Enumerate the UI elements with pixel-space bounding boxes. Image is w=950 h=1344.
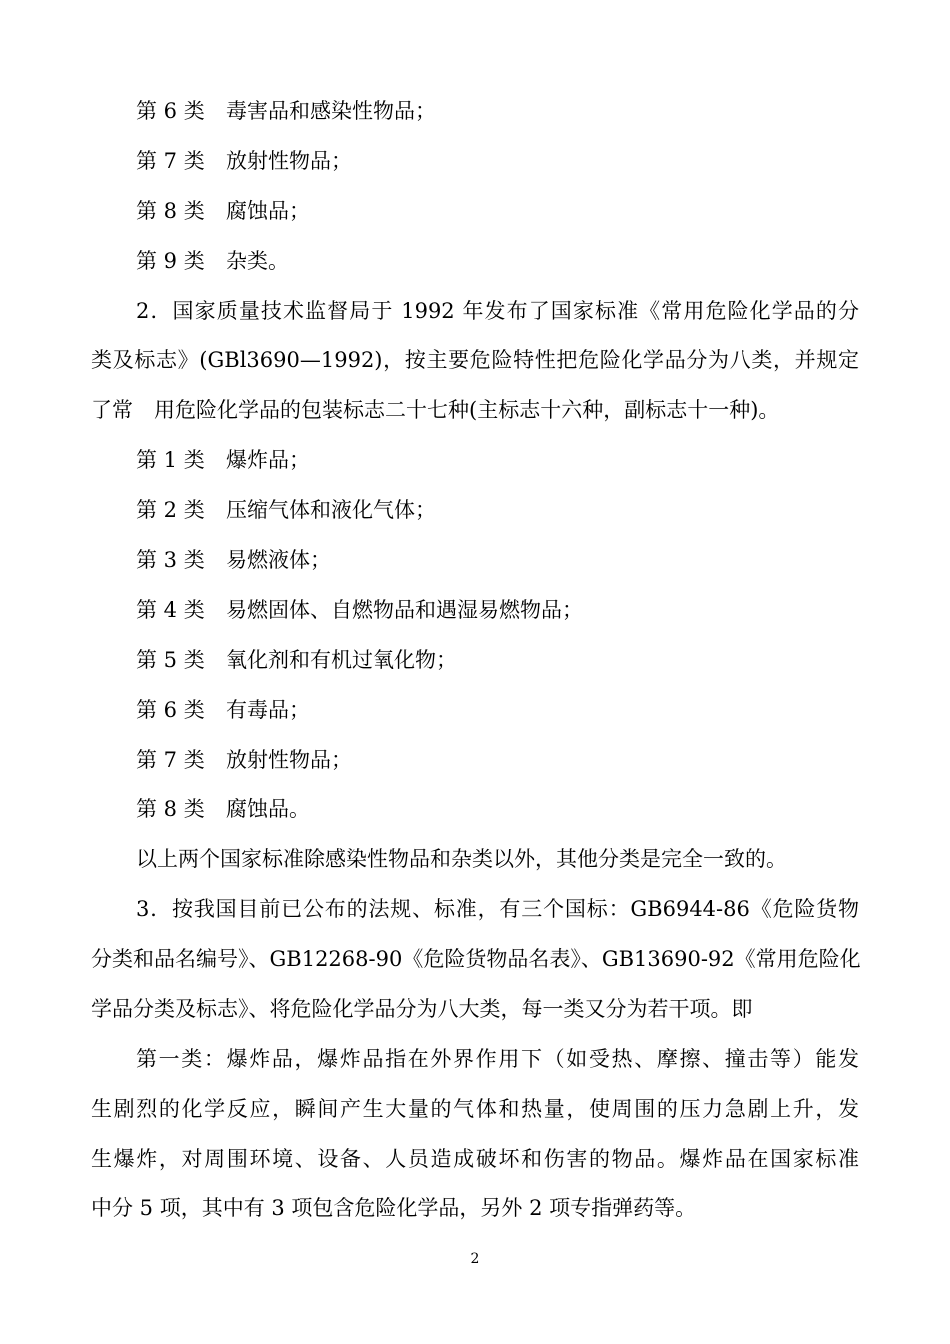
paragraph-text: 中分 5 项，其中有 3 项包含危险化学品，另外 2 项专指弹药等。 bbox=[91, 1196, 697, 1220]
paragraph-text: 以上两个国家标准除感染性物品和杂类以外，其他分类是完全一致的。 bbox=[136, 847, 787, 871]
paragraph-text: 类及标志》(GBl3690—1992)，按主要危险特性把危险化学品分为八类，并规定 bbox=[91, 348, 859, 372]
category-line bbox=[136, 546, 904, 574]
paragraph-line bbox=[91, 1145, 859, 1173]
category-line bbox=[136, 795, 904, 823]
paragraph-line bbox=[91, 1194, 859, 1222]
category-label: 第 7 类 bbox=[136, 748, 205, 772]
category-label: 第 6 类 bbox=[136, 698, 205, 722]
category-label: 第 2 类 bbox=[136, 498, 205, 522]
paragraph-line bbox=[91, 396, 859, 424]
category-text: 腐蚀品； bbox=[226, 199, 310, 223]
category-line bbox=[136, 496, 904, 524]
category-text: 杂类。 bbox=[226, 249, 289, 273]
category-label: 第 9 类 bbox=[136, 249, 205, 273]
category-line bbox=[136, 746, 904, 774]
category-text: 放射性物品； bbox=[226, 149, 352, 173]
paragraph-text: 生爆炸，对周围环境、设备、人员造成破坏和伤害的物品。爆炸品在国家标准 bbox=[91, 1147, 859, 1171]
category-text: 氧化剂和有机过氧化物； bbox=[226, 648, 457, 672]
category-label: 第 3 类 bbox=[136, 548, 205, 572]
category-text: 压缩气体和液化气体； bbox=[226, 498, 436, 522]
category-line bbox=[136, 97, 904, 125]
category-label: 第 8 类 bbox=[136, 797, 205, 821]
category-line bbox=[136, 596, 904, 624]
category-line bbox=[136, 646, 904, 674]
paragraph-line bbox=[136, 297, 859, 325]
category-text: 易燃液体； bbox=[226, 548, 331, 572]
paragraph-line bbox=[136, 1045, 859, 1073]
category-label: 第 5 类 bbox=[136, 648, 205, 672]
paragraph-line bbox=[91, 945, 859, 973]
category-line bbox=[136, 696, 904, 724]
category-line bbox=[136, 446, 904, 474]
category-label: 第 1 类 bbox=[136, 448, 205, 472]
category-text: 腐蚀品。 bbox=[226, 797, 310, 821]
paragraph-text: 学品分类及标志》、将危险化学品分为八大类，每一类又分为若干项。即 bbox=[91, 997, 753, 1021]
category-text: 爆炸品； bbox=[226, 448, 310, 472]
category-line bbox=[136, 247, 904, 275]
paragraph-line bbox=[136, 845, 904, 873]
category-text: 毒害品和感染性物品； bbox=[226, 99, 436, 123]
paragraph-text: 3．按我国目前已公布的法规、标准，有三个国标：GB6944-86《危险货物 bbox=[136, 897, 859, 921]
paragraph-text: 分类和品名编号》、GB12268-90《危险货物品名表》、GB13690-92《常用危险化 bbox=[91, 947, 861, 971]
paragraph-text: 生剧烈的化学反应，瞬间产生大量的气体和热量，使周围的压力急剧上升，发 bbox=[91, 1097, 859, 1121]
paragraph-text: 2．国家质量技术监督局于 1992 年发布了国家标准《常用危险化学品的分 bbox=[136, 299, 859, 323]
category-text: 有毒品； bbox=[226, 698, 310, 722]
paragraph-line bbox=[136, 895, 859, 923]
paragraph-line bbox=[91, 346, 859, 374]
category-text: 放射性物品； bbox=[226, 748, 352, 772]
paragraph-line bbox=[91, 995, 859, 1023]
category-label: 第 7 类 bbox=[136, 149, 205, 173]
paragraph-line bbox=[91, 1095, 859, 1123]
paragraph-text: 了常 用危险化学品的包装标志二十七种(主标志十六种，副标志十一种)。 bbox=[91, 398, 780, 422]
category-label: 第 4 类 bbox=[136, 598, 205, 622]
page-number: 2 bbox=[470, 1251, 480, 1267]
paragraph-text: 第一类：爆炸品，爆炸品指在外界作用下（如受热、摩擦、撞击等）能发 bbox=[136, 1047, 859, 1071]
category-label: 第 8 类 bbox=[136, 199, 205, 223]
category-line bbox=[136, 197, 904, 225]
category-label: 第 6 类 bbox=[136, 99, 205, 123]
category-text: 易燃固体、自燃物品和遇湿易燃物品； bbox=[226, 598, 583, 622]
category-line bbox=[136, 147, 904, 175]
